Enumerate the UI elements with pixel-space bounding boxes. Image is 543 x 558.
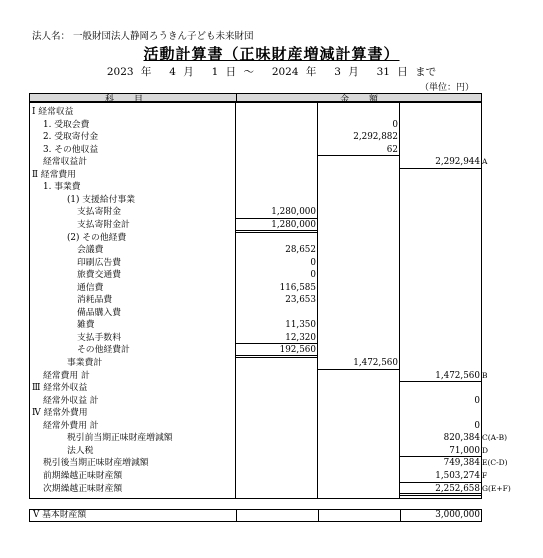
subtotal-rule (399, 168, 481, 169)
row-note: C(A-B) (482, 433, 508, 443)
subtotal-rule (399, 381, 481, 382)
table-row (29, 232, 543, 245)
subtotal-rule (235, 355, 317, 358)
row-label: 法人税 (67, 445, 94, 456)
amount-c1: 1,280,000 (271, 207, 316, 218)
row-label: 備品購入費 (77, 307, 121, 318)
subtotal-rule (235, 343, 317, 344)
amount-c3: 0 (474, 420, 480, 431)
subtotal-rule (235, 230, 317, 233)
row-note: F (482, 470, 488, 480)
row-label: 3. その他収益 (43, 144, 99, 155)
amount-c1: 23,653 (285, 295, 316, 306)
table-row (29, 420, 543, 433)
row-label: 雑費 (77, 320, 95, 331)
row-label: Ⅲ 経常外収益 (32, 383, 88, 394)
subtotal-rule (399, 456, 481, 457)
unit-label: （単位：円） (420, 83, 475, 93)
table-row (29, 457, 543, 470)
table-row (29, 119, 543, 132)
amount-c2: 62 (386, 144, 398, 155)
table-row (29, 144, 543, 157)
subtotal-rule (399, 482, 481, 483)
table-row (29, 269, 543, 282)
row-label: その他経費計 (77, 345, 130, 356)
amount-c1: 12,320 (285, 332, 316, 343)
amount-c2: 1,472,560 (353, 358, 398, 368)
row-label: 支払寄附金 (77, 207, 121, 218)
amount-c1: 28,652 (285, 245, 316, 256)
row-note: D (482, 445, 489, 455)
row-note: A (482, 157, 488, 167)
row-label: 2. 受取寄付金 (43, 132, 99, 143)
amount-c1: 11,350 (285, 320, 316, 331)
amount-c2: 2,292,882 (353, 132, 398, 143)
row-label: 1. 事業費 (43, 182, 81, 193)
amount-c1: 116,585 (279, 282, 316, 293)
row-label: 税引前当期正味財産増減額 (67, 433, 173, 444)
table-row (29, 307, 543, 320)
row-label: 前期繰越正味財産額 (43, 470, 123, 481)
subtotal-rule (317, 369, 399, 370)
amount-c3: 1,503,274 (435, 470, 480, 481)
document-title: 活動計算書（正味財産増減計算書） (143, 45, 400, 63)
basic-assets-label: Ⅴ 基本財産額 (33, 510, 87, 520)
row-label: 印刷広告費 (77, 257, 121, 268)
row-note: G(E+F) (482, 483, 511, 493)
table-row (29, 395, 543, 408)
table-row (29, 357, 543, 370)
table-row (29, 106, 543, 119)
table-row (29, 131, 543, 144)
table-row (29, 194, 543, 207)
amount-c1: 192,560 (279, 345, 316, 356)
row-label: (2) その他経費 (67, 232, 127, 243)
amount-c3: 820,384 (443, 433, 480, 444)
table-row (29, 319, 543, 332)
row-label: 次期繰越正味財産額 (43, 483, 123, 494)
table-row (29, 181, 543, 194)
amount-c3: 1,472,560 (435, 370, 480, 381)
table-header (29, 93, 482, 105)
amount-c1: 1,280,000 (271, 219, 316, 230)
table-row (29, 407, 543, 420)
amount-c1: 0 (310, 270, 316, 281)
subtotal-rule (235, 218, 317, 219)
row-label: 経常費用 計 (43, 370, 90, 381)
amount-c1: 0 (310, 257, 316, 268)
row-label: Ⅳ 経常外費用 (32, 408, 88, 419)
amount-c3: 2,292,944 (435, 157, 480, 168)
column-header-item: 科目 (105, 95, 164, 105)
subtotal-rule (317, 155, 399, 156)
table-row (29, 382, 543, 395)
amount-c3: 2,252,658 (435, 483, 480, 494)
row-note: B (482, 370, 488, 380)
row-note: E(C-D) (482, 458, 508, 468)
amount-c3: 749,384 (443, 458, 480, 469)
row-label: 事業費計 (67, 358, 103, 368)
basic-assets-amount: 3,000,000 (435, 510, 480, 520)
amount-c3: 71,000 (449, 445, 480, 456)
row-label: 支払寄附金計 (77, 219, 130, 230)
subtotal-rule (399, 493, 481, 496)
row-label: Ⅰ 経常収益 (32, 107, 74, 117)
row-label: 消耗品費 (77, 295, 113, 306)
amount-c2: 0 (392, 119, 398, 130)
row-label: 税引後当期正味財産増減額 (43, 458, 149, 469)
row-label: 会議費 (77, 245, 104, 256)
table-row (29, 282, 543, 295)
row-label: 経常外費用 計 (43, 420, 99, 431)
column-header-amount: 金額 (340, 95, 399, 105)
table-row (29, 169, 543, 182)
basic-assets-row (29, 509, 482, 522)
row-label: 経常外収益 計 (43, 395, 99, 406)
table-row (29, 432, 543, 445)
amount-c3: 0 (474, 395, 480, 406)
table-row (29, 244, 543, 257)
row-label: (1) 支援給付事業 (67, 194, 136, 205)
row-label: 通信費 (77, 282, 104, 293)
fiscal-period: 2023 年 4 月 1 日 〜 2024 年 3 月 31 日 まで (106, 66, 437, 78)
row-label: Ⅱ 経常費用 (32, 169, 76, 180)
row-label: 経常収益計 (43, 157, 87, 168)
row-label: 支払手数料 (77, 332, 121, 343)
row-label: 1. 受取会費 (43, 119, 90, 130)
row-label: 旅費交通費 (77, 270, 121, 281)
organization-name: 法人名： 一般財団法人静岡ろうきん子ども未来財団 (32, 31, 254, 42)
table-row (29, 294, 543, 307)
table-row (29, 257, 543, 270)
